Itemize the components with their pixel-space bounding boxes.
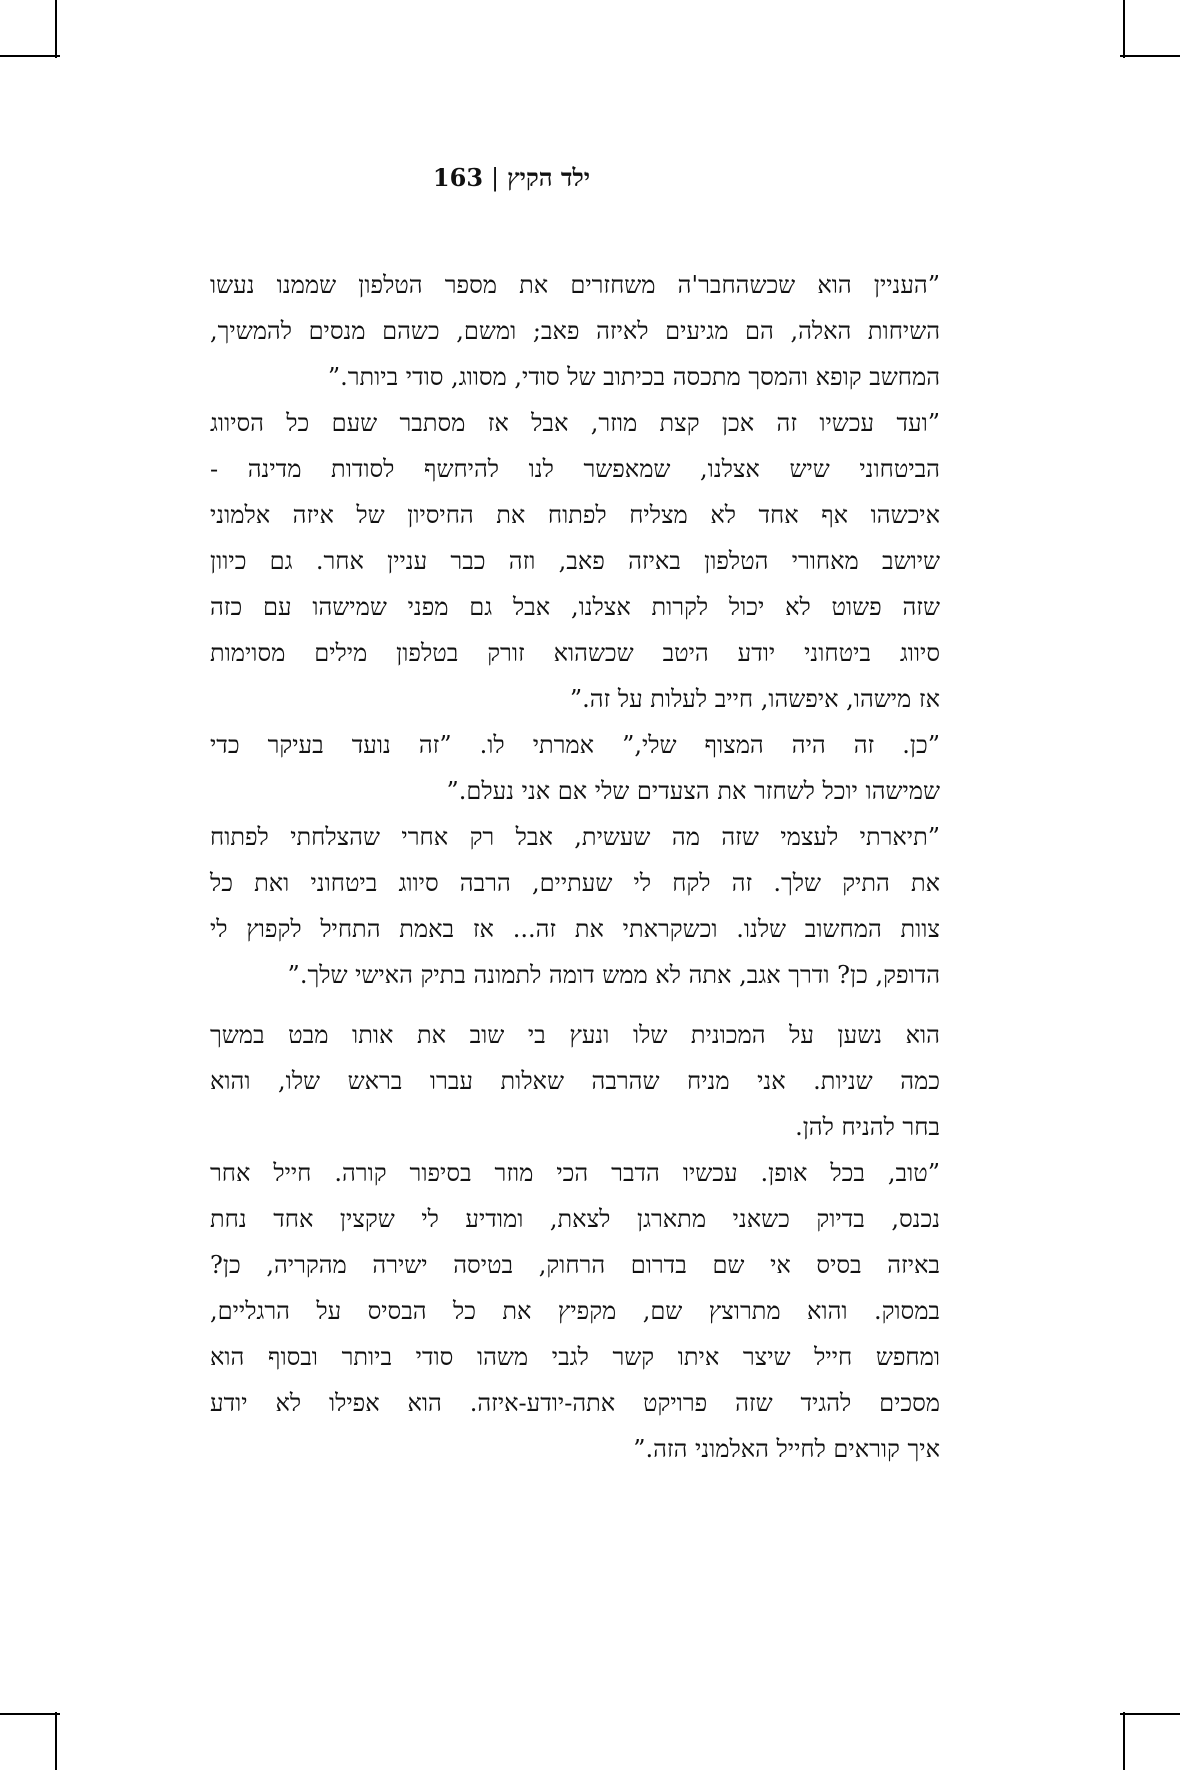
crop-mark-top-right	[1123, 0, 1125, 58]
paragraph	[210, 814, 940, 998]
text-line: המחשב קופא והמסך מתכסה בכיתוב של סודי, מסווג, סודי ביותר.”	[327, 363, 940, 391]
paragraph	[210, 1150, 940, 1472]
text-line: איכשהו אף אחד לא מצליח לפתוח את החיסיון של איזה אלמוני	[210, 501, 940, 529]
text-line: שמישהו יוכל לשחזר את הצעדים שלי אם אני נעלם.”	[446, 777, 940, 805]
text-line: במסוק. והוא מתרוצץ שם, מקפיץ את כל הבסיס על הרגליים,	[210, 1297, 940, 1325]
text-line: נכנס, בדיוק כשאני מתארגן לצאת, ומודיע לי שקצין אחד נחת	[210, 1205, 940, 1233]
text-line: ”כן. זה היה המצוף שלי,” אמרתי לו. ”זה נועד בעיקר כדי	[210, 731, 940, 759]
text-line: שיושב מאחורי הטלפון באיזה פאב, וזה כבר עניין אחר. גם כיוון	[210, 547, 940, 575]
text-line: ”טוב, בכל אופן. עכשיו הדבר הכי מוזר בסיפור קורה. חייל אחר	[210, 1159, 940, 1187]
book-title: ילד הקיץ	[507, 163, 590, 192]
text-line: שזה פשוט לא יכול לקרות אצלנו, אבל גם מפני שמישהו עם כזה	[210, 593, 940, 621]
text-line: צוות המחשוב שלנו. וכשקראתי את זה... אז באמת התחיל לקפוץ לי	[210, 915, 940, 943]
paragraph	[210, 400, 940, 722]
text-line: הביטחוני שיש אצלנו, שמאפשר לנו להיחשף לסודות מדינה -	[210, 455, 940, 483]
text-line: את התיק שלך. זה לקח לי שעתיים, הרבה סיווג ביטחוני ואת כל	[210, 869, 940, 897]
running-header	[210, 162, 590, 194]
paragraph	[210, 1012, 940, 1150]
text-line: סיווג ביטחוני יודע היטב שכשהוא זורק בטלפון מילים מסוימות	[210, 639, 940, 667]
text-line: אז מישהו, איפשהו, חייב לעלות על זה.”	[569, 685, 940, 713]
text-line: ומחפש חייל שיצר איתו קשר לגבי משהו סודי ביותר ובסוף הוא	[210, 1343, 940, 1371]
crop-mark-top-right-h	[1120, 55, 1180, 57]
text-line: איך קוראים לחייל האלמוני הזה.”	[633, 1435, 940, 1463]
page-number: 163	[432, 163, 484, 192]
text-line: ”ועד עכשיו זה אכן קצת מוזר, אבל אז מסתבר שעם כל הסיווג	[210, 409, 940, 437]
crop-mark-top-left-h	[0, 55, 60, 57]
text-line: השיחות האלה, הם מגיעים לאיזה פאב; ומשם, כשהם מנסים להמשיך,	[210, 317, 940, 345]
text-line: ”תיארתי לעצמי שזה מה שעשית, אבל רק אחרי שהצלחתי לפתוח	[210, 823, 940, 851]
crop-mark-bottom-right-h	[1120, 1713, 1180, 1715]
paragraph	[210, 262, 940, 400]
text-line: הוא נשען על המכונית שלו ונעץ בי שוב את אותו מבט במשך	[210, 1021, 940, 1049]
text-line: באיזה בסיס אי שם בדרום הרחוק, בטיסה ישירה מהקריה, כן?	[210, 1251, 940, 1279]
text-line: ”העניין הוא שכשהחבר'ה משחזרים את מספר הטלפון שממנו נעשו	[210, 271, 940, 299]
crop-mark-bottom-right	[1123, 1712, 1125, 1770]
crop-mark-bottom-left-h	[0, 1713, 60, 1715]
text-line: בחר להניח להן.	[795, 1113, 940, 1141]
text-line: כמה שניות. אני מניח שהרבה שאלות עברו בראש שלו, והוא	[210, 1067, 940, 1095]
crop-mark-bottom-left	[55, 1712, 57, 1770]
header-separator: |	[491, 164, 500, 192]
text-line: הדופק, כן? ודרך אגב, אתה לא ממש דומה לתמונה בתיק האישי שלך.”	[287, 961, 940, 989]
text-line: מסכים להגיד שזה פרויקט אתה-יודע-איזה. הוא אפילו לא יודע	[210, 1389, 940, 1417]
page-body	[210, 262, 940, 1472]
crop-mark-top-left	[55, 0, 57, 58]
paragraph	[210, 722, 940, 814]
